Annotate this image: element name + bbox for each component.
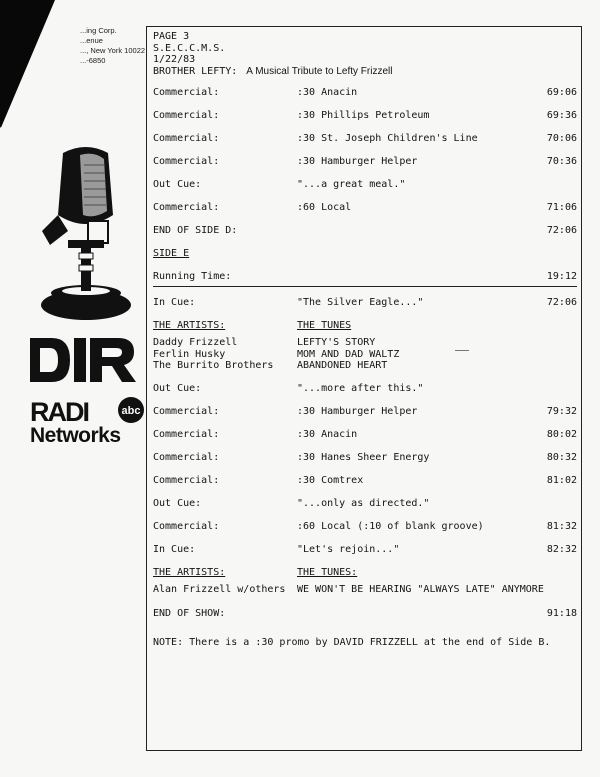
row-label: Out Cue: bbox=[153, 383, 202, 394]
end-of-show-row bbox=[153, 602, 577, 625]
rundown-row bbox=[153, 469, 577, 492]
letterhead-line: ...ing Corp. bbox=[80, 26, 117, 35]
row-time: 72:06 bbox=[546, 297, 577, 308]
row-label: Commercial: bbox=[153, 202, 220, 213]
row-time: 19:12 bbox=[546, 271, 577, 282]
row-description: :60 Local (:10 of blank groove) bbox=[297, 521, 484, 532]
row-time: 91:18 bbox=[546, 608, 577, 619]
tune-title: MOM AND DAD WALTZ bbox=[297, 348, 400, 360]
row-label: Commercial: bbox=[153, 110, 220, 121]
row-label: In Cue: bbox=[153, 297, 196, 308]
svg-text:RADI: RADI bbox=[30, 397, 88, 425]
row-time: 80:32 bbox=[546, 452, 577, 463]
stray-mark bbox=[455, 350, 469, 351]
abc-logo-text: abc bbox=[121, 405, 141, 417]
tunes-heading: THE TUNES: bbox=[297, 567, 358, 578]
side-heading: SIDE E bbox=[153, 248, 190, 259]
artist-name: Ferlin Husky bbox=[153, 348, 226, 360]
program-title bbox=[153, 66, 577, 78]
row-description: :30 St. Joseph Children's Line bbox=[297, 133, 478, 144]
program-code: S.E.C.C.M.S. bbox=[153, 42, 226, 54]
rundown-row bbox=[153, 127, 577, 150]
row-label: In Cue: bbox=[153, 544, 196, 555]
row-label: END OF SIDE D: bbox=[153, 225, 238, 236]
side-heading-row bbox=[153, 242, 577, 265]
row-description: :30 Hamburger Helper bbox=[297, 406, 418, 417]
rundown-row bbox=[153, 291, 577, 314]
artists-tunes-list bbox=[153, 337, 577, 377]
microphone-icon bbox=[28, 145, 138, 330]
row-label: Commercial: bbox=[153, 475, 220, 486]
rundown-row bbox=[153, 219, 577, 242]
row-time: 71:06 bbox=[546, 202, 577, 213]
artist-name: Daddy Frizzell bbox=[153, 337, 238, 348]
row-label: Commercial: bbox=[153, 429, 220, 440]
row-label: Commercial: bbox=[153, 87, 220, 98]
row-time: 69:36 bbox=[546, 110, 577, 121]
row-label: Commercial: bbox=[153, 521, 220, 532]
rundown-row bbox=[153, 150, 577, 173]
row-label: END OF SHOW: bbox=[153, 608, 226, 619]
row-description: :30 Hamburger Helper bbox=[297, 156, 418, 167]
row-time: 79:32 bbox=[546, 406, 577, 417]
production-note: NOTE: There is a :30 promo by DAVID FRIZZELL at the end of Side B. bbox=[153, 637, 551, 648]
row-description: :30 Comtrex bbox=[297, 475, 364, 486]
dir-logo bbox=[30, 338, 138, 382]
running-time-row bbox=[153, 265, 577, 288]
rundown-row bbox=[153, 515, 577, 538]
artists-heading: THE ARTISTS: bbox=[153, 567, 226, 578]
page-number: PAGE 3 bbox=[153, 31, 190, 42]
networks-wordmark: Networks bbox=[30, 424, 121, 447]
tune-title: ABANDONED HEART bbox=[297, 360, 388, 371]
row-description: "Let's rejoin..." bbox=[297, 544, 400, 555]
abc-radio-logo bbox=[30, 397, 148, 425]
letterhead-line: ...enue bbox=[80, 36, 103, 45]
tunes-heading: THE TUNES bbox=[297, 320, 352, 331]
rundown-row bbox=[153, 538, 577, 561]
rundown-row bbox=[153, 81, 577, 104]
row-time: 82:32 bbox=[546, 544, 577, 555]
row-time: 69:06 bbox=[546, 87, 577, 98]
letterhead-line: ..., New York 10022 bbox=[80, 46, 146, 55]
artists-tunes-heading bbox=[153, 314, 577, 337]
row-time: 81:02 bbox=[546, 475, 577, 486]
row-label: Commercial: bbox=[153, 133, 220, 144]
letterhead-line: ...-6850 bbox=[80, 56, 106, 65]
row-label: Running Time: bbox=[153, 271, 232, 282]
rundown-row bbox=[153, 423, 577, 446]
row-time: 80:02 bbox=[546, 429, 577, 440]
row-description: "...a great meal." bbox=[297, 179, 406, 190]
rundown-row bbox=[153, 400, 577, 423]
row-description: :30 Anacin bbox=[297, 429, 358, 440]
show-name: BROTHER LEFTY: bbox=[153, 65, 238, 77]
rundown-content bbox=[153, 31, 577, 649]
rundown-row bbox=[153, 104, 577, 127]
row-description: :30 Hanes Sheer Energy bbox=[297, 452, 430, 463]
artists-heading: THE ARTISTS: bbox=[153, 320, 226, 331]
rundown-row bbox=[153, 173, 577, 196]
artists-tunes-list bbox=[153, 584, 577, 602]
row-description: "...only as directed." bbox=[297, 498, 430, 509]
row-description: :60 Local bbox=[297, 202, 352, 213]
artists-list bbox=[153, 337, 273, 372]
row-time: 81:32 bbox=[546, 521, 577, 532]
letterhead-address bbox=[80, 26, 150, 66]
row-description: :30 Phillips Petroleum bbox=[297, 110, 430, 121]
show-subtitle: A Musical Tribute to Lefty Frizzell bbox=[246, 65, 393, 77]
row-description: "The Silver Eagle..." bbox=[297, 297, 424, 308]
rundown-row bbox=[153, 492, 577, 515]
rundown-row bbox=[153, 196, 577, 219]
row-time: 70:36 bbox=[546, 156, 577, 167]
artists-tunes-heading bbox=[153, 561, 577, 584]
rundown-row bbox=[153, 377, 577, 400]
row-label: Commercial: bbox=[153, 156, 220, 167]
program-date: 1/22/83 bbox=[153, 54, 196, 65]
row-time: 72:06 bbox=[546, 225, 577, 236]
row-label: Commercial: bbox=[153, 452, 220, 463]
row-time: 70:06 bbox=[546, 133, 577, 144]
rundown-row bbox=[153, 446, 577, 469]
row-label: Out Cue: bbox=[153, 179, 202, 190]
artist-name: Alan Frizzell w/others bbox=[153, 584, 286, 595]
tune-title: LEFTY'S STORY bbox=[297, 337, 376, 348]
row-label: Out Cue: bbox=[153, 498, 202, 509]
divider-line bbox=[153, 286, 577, 287]
tunes-list bbox=[297, 337, 399, 372]
row-label: Commercial: bbox=[153, 406, 220, 417]
row-description: :30 Anacin bbox=[297, 87, 358, 98]
row-description: "...more after this." bbox=[297, 383, 424, 394]
tune-title: WE WON'T BE HEARING "ALWAYS LATE" ANYMORE bbox=[297, 584, 544, 595]
artist-name: The Burrito Brothers bbox=[153, 360, 274, 371]
